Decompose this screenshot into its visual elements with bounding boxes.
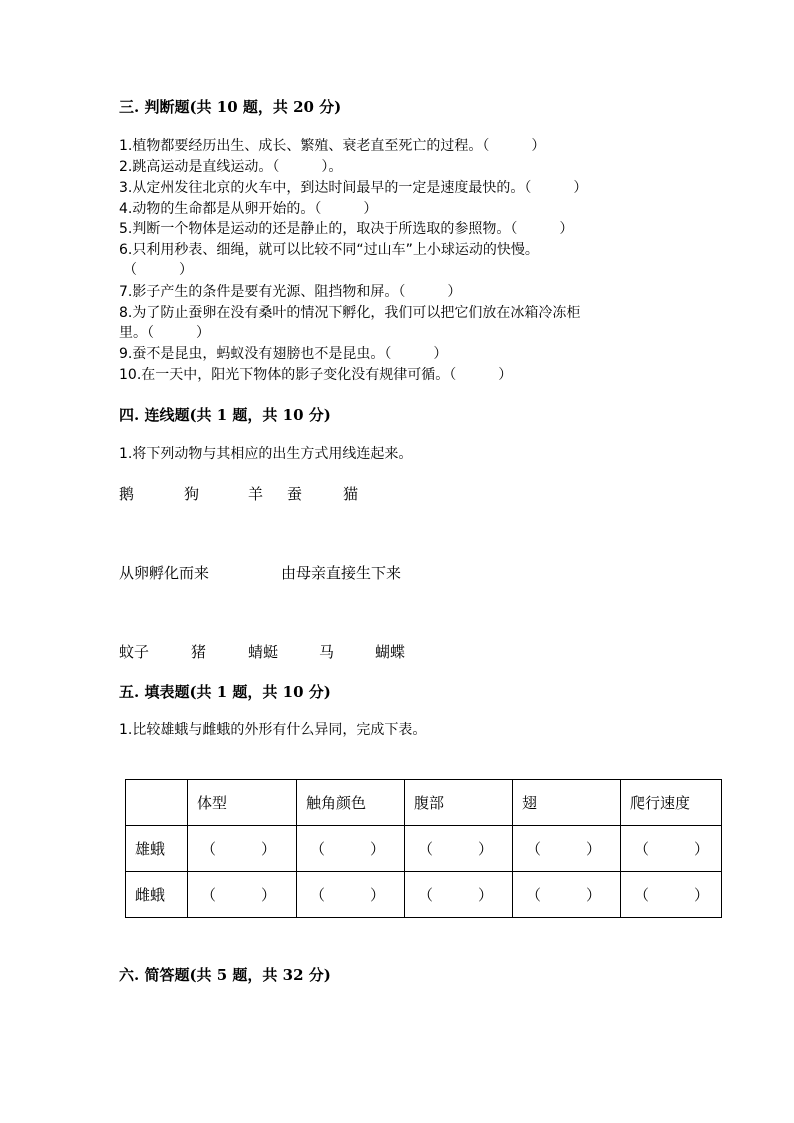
judge-question-6: 6.只利用秒表、细绳，就可以比较不同“过山车”上小球运动的快慢。 (119, 242, 539, 258)
judge-question-8: 8.为了防止蚕卵在没有桑叶的情况下孵化，我们可以把它们放在冰箱冷冻柜 (119, 305, 581, 321)
judge-question-1: 1.植物都要经历出生、成长、繁殖、衰老直至死亡的过程。（ ） (119, 138, 546, 154)
answer-blank: （ ） (526, 886, 602, 904)
section6-title: 六. 简答题(共 5 题，共 32 分) (119, 966, 331, 984)
animal-sheep: 羊 (248, 485, 264, 503)
animal-goose: 鹅 (119, 485, 135, 503)
method-hatched: 从卵孵化而来 (119, 564, 210, 582)
answer-cell[interactable] (405, 872, 513, 918)
answer-blank: （ ） (634, 840, 710, 858)
table-header-cell: 腹部 (405, 780, 513, 826)
animal-dragonfly: 蜻蜓 (248, 643, 279, 661)
answer-cell[interactable] (188, 872, 297, 918)
table-header-cell: 翅 (513, 780, 621, 826)
table-header-cell: 体型 (188, 780, 297, 826)
answer-cell[interactable] (297, 872, 405, 918)
answer-cell[interactable] (297, 826, 405, 872)
answer-blank: （ ） (310, 886, 386, 904)
judge-question-4: 4.动物的生命都是从卵开始的。（ ） (119, 201, 378, 217)
judge-question-5: 5.判断一个物体是运动的还是静止的，取决于所选取的参照物。（ ） (119, 221, 574, 237)
answer-blank: （ ） (201, 840, 277, 858)
answer-blank: （ ） (201, 886, 277, 904)
judge-question-8-cont: 里。（ ） (119, 325, 210, 341)
answer-blank: （ ） (310, 840, 386, 858)
table-header-row (126, 780, 722, 826)
table-row (126, 872, 722, 918)
animal-horse: 马 (319, 643, 335, 661)
moth-comparison-table (125, 779, 722, 918)
section3-title: 三. 判断题(共 10 题，共 20 分) (119, 98, 342, 116)
animal-silkworm: 蚕 (287, 485, 303, 503)
animal-mosquito: 蚊子 (119, 643, 150, 661)
answer-blank: （ ） (418, 886, 494, 904)
judge-question-6-answer: （ ） (123, 262, 193, 278)
judge-question-10: 10.在一天中，阳光下物体的影子变化没有规律可循。（ ） (119, 367, 513, 383)
answer-cell[interactable] (621, 872, 722, 918)
table-header-cell: 触角颜色 (297, 780, 405, 826)
judge-question-9: 9.蚕不是昆虫，蚂蚁没有翅膀也不是昆虫。（ ） (119, 346, 448, 362)
answer-cell[interactable] (621, 826, 722, 872)
answer-blank: （ ） (634, 886, 710, 904)
animal-pig: 猪 (191, 643, 207, 661)
match-question-1: 1.将下列动物与其相应的出生方式用线连起来。 (119, 446, 413, 462)
section4-title: 四. 连线题(共 1 题，共 10 分) (119, 406, 331, 424)
answer-cell[interactable] (513, 872, 621, 918)
judge-question-7: 7.影子产生的条件是要有光源、阻挡物和屏。（ ） (119, 284, 462, 300)
method-born-live: 由母亲直接生下来 (281, 564, 402, 582)
animal-dog: 狗 (184, 485, 200, 503)
section5-title: 五. 填表题(共 1 题，共 10 分) (119, 683, 331, 701)
judge-question-3: 3.从定州发往北京的火车中，到达时间最早的一定是速度最快的。（ ） (119, 180, 588, 196)
animal-butterfly: 蝴蝶 (375, 643, 406, 661)
fill-question-1: 1.比较雄蛾与雌蛾的外形有什么异同，完成下表。 (119, 722, 427, 738)
table-row (126, 826, 722, 872)
animal-cat: 猫 (343, 485, 359, 503)
row-label: 雄蛾 (126, 826, 188, 872)
table-header-cell: 爬行速度 (621, 780, 722, 826)
answer-cell[interactable] (188, 826, 297, 872)
table-header-cell (126, 780, 188, 826)
judge-question-2: 2.跳高运动是直线运动。（ ）。 (119, 159, 343, 175)
answer-cell[interactable] (405, 826, 513, 872)
row-label: 雌蛾 (126, 872, 188, 918)
answer-blank: （ ） (418, 840, 494, 858)
answer-cell[interactable] (513, 826, 621, 872)
answer-blank: （ ） (526, 840, 602, 858)
